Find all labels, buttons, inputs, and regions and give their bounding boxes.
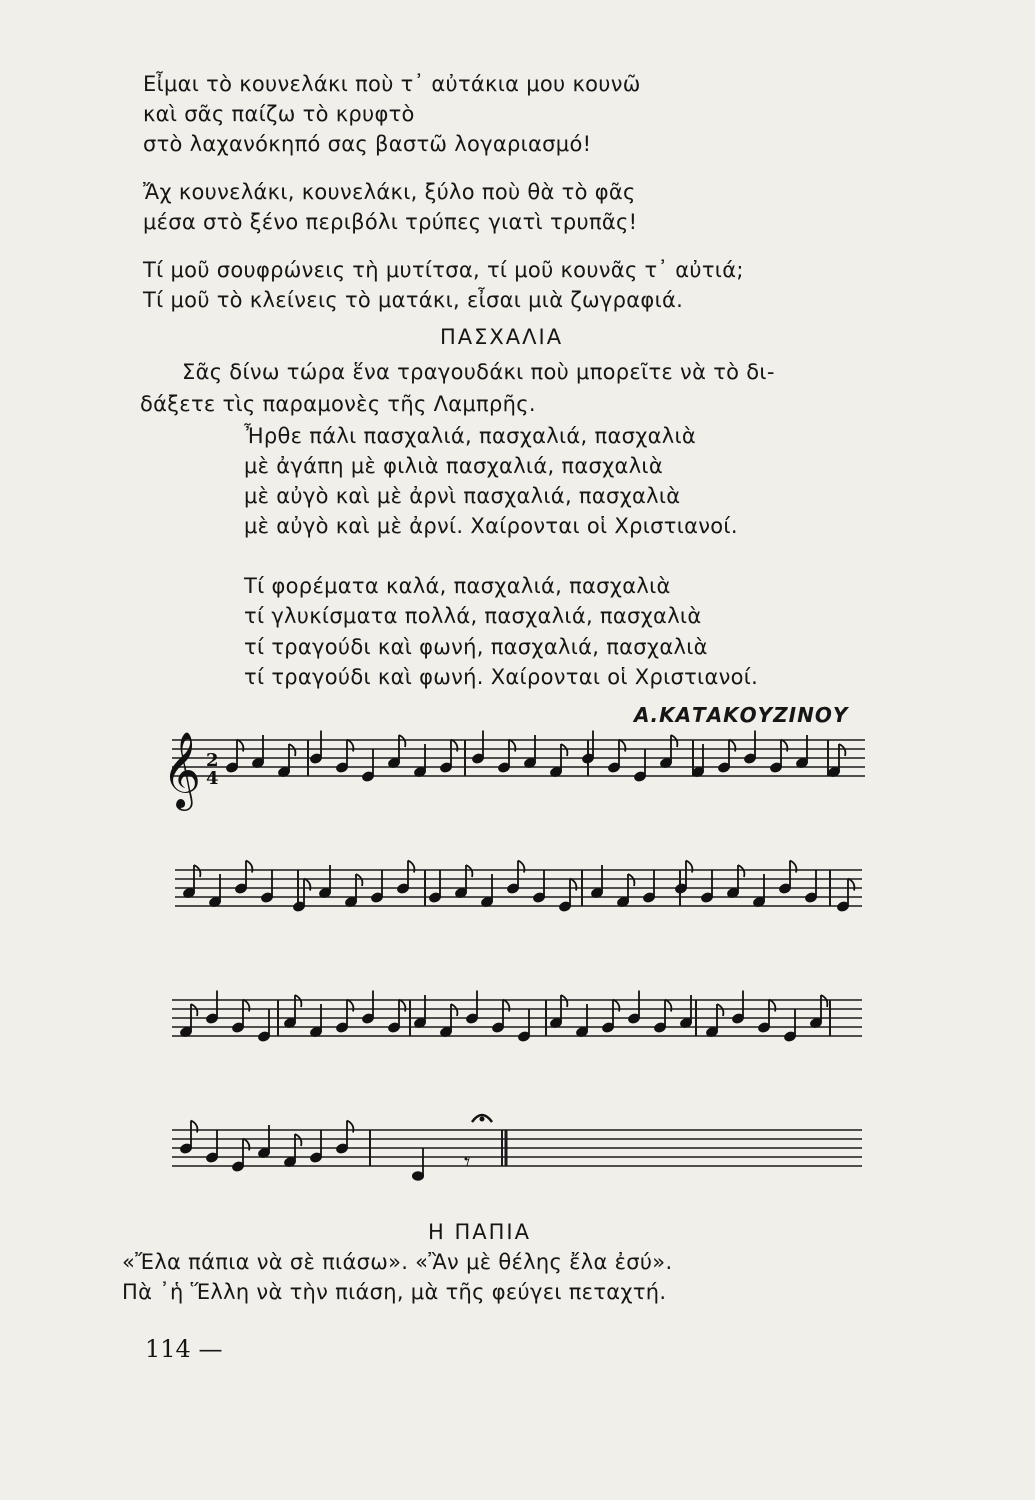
music-score — [160, 720, 880, 1220]
intro-line: δάξετε τὶς παραμονὲς τῆς Λαμπρῆς. — [140, 392, 536, 416]
note-flag — [821, 995, 827, 1007]
verse-line: στὸ λαχανόκηπό σας βαστῶ λογαριασμό! — [143, 132, 592, 156]
song-title: ΠΑΣΧΑΛΙΑ — [440, 325, 564, 349]
note-flag — [295, 995, 301, 1007]
note-flag — [466, 865, 472, 877]
note-flag — [717, 1004, 723, 1016]
note-flag — [399, 735, 405, 747]
note-flag — [289, 744, 295, 756]
verse-line: Ἦρθε πάλι πασχαλιά, πασχαλιά, πασχαλιὰ — [244, 424, 697, 448]
note-flag — [561, 744, 567, 756]
note-flag — [191, 1004, 197, 1016]
verse-line: Ἄχ κουνελάκι, κουνελάκι, ξύλο ποὺ θὰ τὸ φᾶς — [143, 180, 636, 204]
music-score-drawing — [160, 720, 880, 1220]
note-flag — [671, 735, 677, 747]
song-title: Η ΠΑΠΙΑ — [428, 1220, 531, 1244]
rest-icon: 𝄾 — [464, 1148, 471, 1176]
note-flag — [839, 744, 845, 756]
verse-line: μὲ ἀγάπη μὲ φιλιὰ πασχαλιά, πασχαλιὰ — [244, 454, 663, 478]
note-flag — [738, 865, 744, 877]
verse-line: Τί μοῦ τὸ κλείνεις τὸ ματάκι, εἶσαι μιὰ ζωγραφιά. — [143, 288, 684, 312]
verse-line: Πὰ ᾿ἡ Ἕλλη νὰ τὴν πιάση, μὰ τῆς φεύγει πεταχτή. — [122, 1280, 667, 1304]
treble-clef-icon: 𝄞 — [162, 731, 202, 808]
verse-line: μὲ αὐγὸ καὶ μὲ ἀρνὶ πασχαλιά, πασχαλιὰ — [244, 484, 681, 508]
page-number: 114 — — [145, 1335, 223, 1363]
note-flag — [561, 995, 567, 1007]
verse-line: τί τραγούδι καὶ φωνή. Χαίρονται οἱ Χριστιανοί. — [244, 665, 759, 689]
time-signature-bottom: 4 — [206, 768, 219, 789]
note-flag — [628, 874, 634, 886]
time-signature-top: 2 — [206, 750, 219, 771]
note-flag — [356, 874, 362, 886]
note-flag — [194, 865, 200, 877]
note-head — [413, 1172, 424, 1180]
verse-line: μέσα στὸ ξένο περιβόλι τρύπες γιατὶ τρυπᾶς! — [143, 210, 638, 234]
verse-line: καὶ σᾶς παίζω τὸ κρυφτὸ — [143, 102, 415, 126]
verse-line: Τί μοῦ σουφρώνεις τὴ μυτίτσα, τί μοῦ κουνᾶς τ᾿ αὐτιά; — [143, 258, 744, 282]
verse-line: τί τραγούδι καὶ φωνή, πασχαλιά, πασχαλιὰ — [244, 635, 708, 659]
fermata-dot-icon — [480, 1117, 485, 1122]
verse-line: τί γλυκίσματα πολλά, πασχαλιά, πασχαλιὰ — [244, 604, 702, 628]
verse-line: Τί φορέματα καλά, πασχαλιά, πασχαλιὰ — [244, 574, 671, 598]
composer-name: Α.ΚΑΤΑΚΟΥΖΙΝΟΥ — [634, 703, 849, 727]
verse-line: μὲ αὐγὸ καὶ μὲ ἀρνί. Χαίρονται οἱ Χριστιανοί. — [244, 514, 738, 538]
verse-line: «Ἔλα πάπια νὰ σὲ πιάσω». «Ἂν μὲ θέλης ἔλα ἐσύ». — [122, 1250, 673, 1274]
note-flag — [295, 1134, 301, 1146]
verse-line: Εἶμαι τὸ κουνελάκι ποὺ τ᾿ αὐτάκια μου κουνῶ — [143, 72, 641, 96]
intro-line: Σᾶς δίνω τώρα ἕνα τραγουδάκι ποὺ μπορεῖτε νὰ τὸ δι- — [182, 360, 775, 384]
note-flag — [451, 1004, 457, 1016]
